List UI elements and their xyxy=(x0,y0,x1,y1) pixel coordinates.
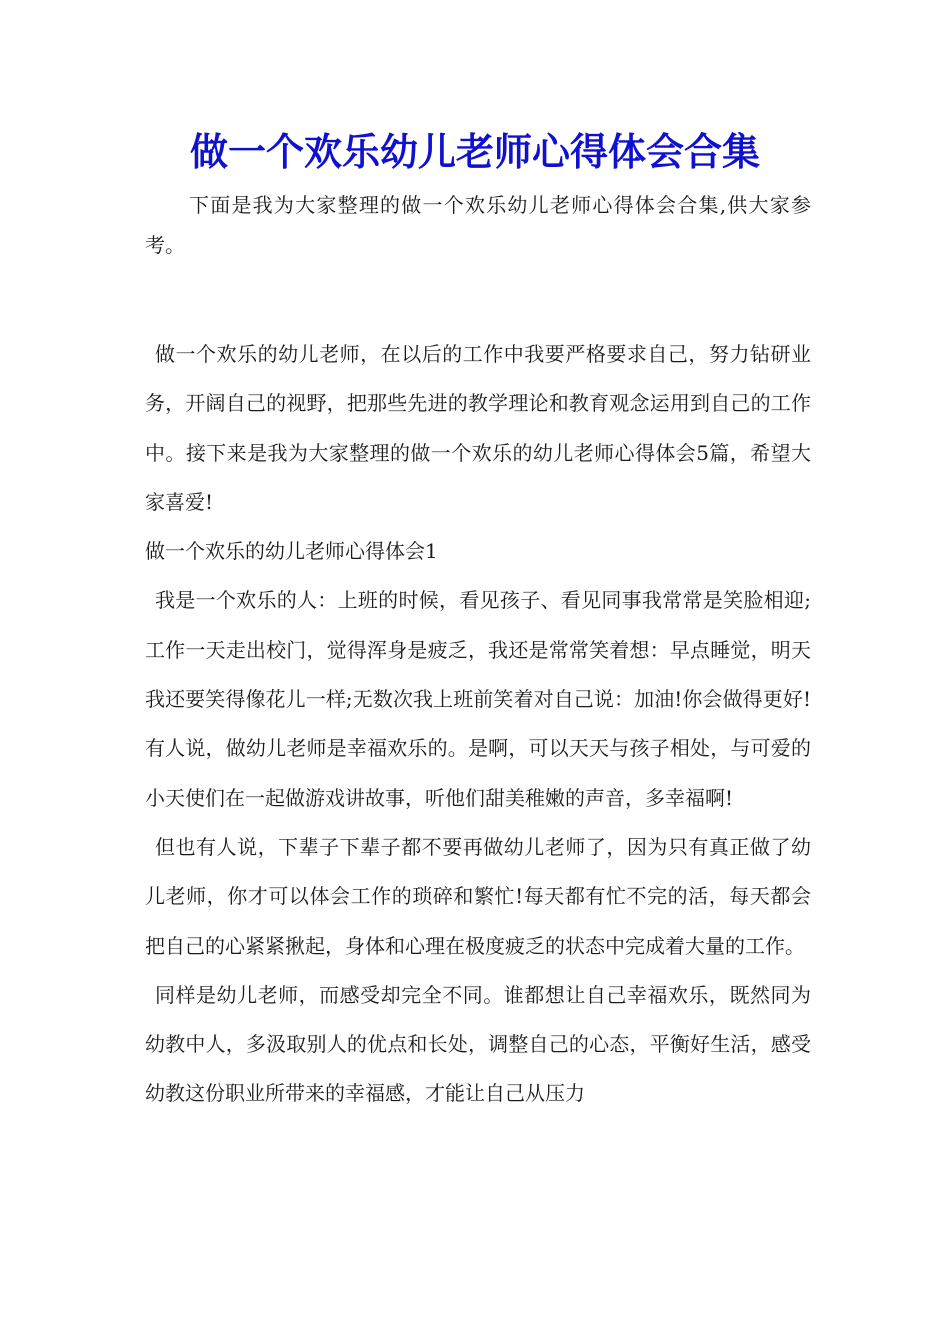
section-heading-1: 做一个欢乐的幼儿老师心得体会1 xyxy=(145,539,438,564)
body-paragraph-3: 但也有人说，下辈子下辈子都不要再做幼儿老师了，因为只有真正做了幼儿老师，你才可以体会工作的琐碎和繁忙!每天都有忙不完的活，每天都会把自己的心紧紧揪起，身体和心理在极度疲乏的状态中完成着大量的工作。 xyxy=(145,834,811,958)
body-paragraph-1: 做一个欢乐的幼儿老师，在以后的工作中我要严格要求自己，努力钻研业务，开阔自己的视野，把那些先进的教学理论和教育观念运用到自己的工作中。接下来是我为大家整理的做一个欢乐的幼儿老师心得体会5篇，希望大家喜爱! xyxy=(145,342,811,514)
body-paragraph-4: 同样是幼儿老师，而感受却完全不同。谁都想让自己幸福欢乐，既然同为幼教中人，多汲取别人的优点和长处，调整自己的心态，平衡好生活，感受幼教这份职业所带来的幸福感，才能让自己从压力 xyxy=(145,982,811,1106)
document-body xyxy=(145,330,811,1119)
body-paragraph-2: 我是一个欢乐的人：上班的时候，看见孩子、看见同事我常常是笑脸相迎;工作一天走出校门，觉得浑身是疲乏，我还是常常笑着想：早点睡觉，明天我还要笑得像花儿一样;无数次我上班前笑着对自己说：加油!你会做得更好!有人说，做幼儿老师是幸福欢乐的。是啊，可以天天与孩子相处，与可爱的小天使们在一起做游戏讲故事，听他们甜美稚嫩的声音，多幸福啊! xyxy=(145,588,811,810)
intro-paragraph: 下面是我为大家整理的做一个欢乐幼儿老师心得体会合集,供大家参考。 xyxy=(145,193,811,257)
document-title: 做一个欢乐幼儿老师心得体会合集 xyxy=(189,130,760,174)
